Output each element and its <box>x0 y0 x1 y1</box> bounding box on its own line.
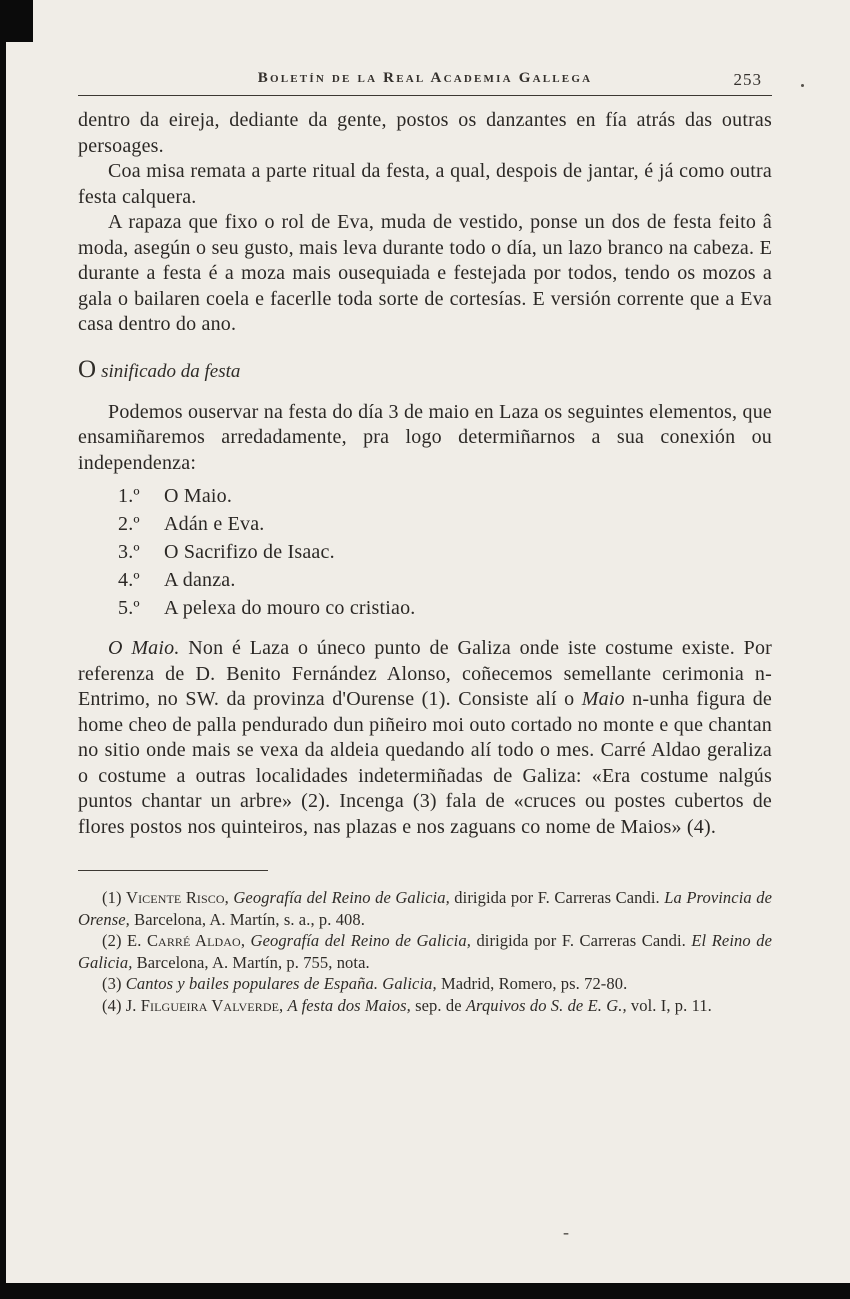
list-item-text: O Maio. <box>164 485 233 507</box>
paragraph: Podemos ouservar na festa do día 3 de maio en Laza os seguintes elementos, que ensamiñaremos arredadamente, pra logo determiñarnos a sua conexión ou independenza: <box>78 400 772 474</box>
scan-edge-bottom <box>0 1283 850 1299</box>
text-segment: Filgueira Valverde <box>140 995 280 1015</box>
text-segment: (3) <box>102 974 126 993</box>
list-item-number: 4.º <box>118 569 140 591</box>
list-item <box>118 594 772 622</box>
text-segment: (1) <box>102 888 127 907</box>
footnote-3 <box>78 973 772 995</box>
text-segment: n-unha figura de home cheo de palla pendurado dun piñeiro moi outo cortado no monte e que chantan no sitio onde mais se vexa da aldeia quedando alí todo o mes. Carré Aldao geraliza o costume a outras localidades indetermiñadas de Galiza: «Era costume nalgús puntos chantar un arbre» (2). Incenga (3) fala de «cruces ou postes cubertos de flores postos nos quinteiros, nas plazas e nos zaguans co nome de Maios» (4). <box>78 688 772 838</box>
text-segment: Maio <box>581 688 625 710</box>
footnote-1 <box>78 887 772 930</box>
scan-edge-left <box>0 0 6 1299</box>
paragraph-continuation: dentro da eireja, dediante da gente, postos os danzantes en fía atrás das outras persoages. <box>78 109 772 157</box>
paragraph: A rapaza que fixo o rol de Eva, muda de vestido, ponse un dos de festa feito â moda, asegún o seu gusto, mais leva durante todo o día, un lazo branco na cabeza. E durante a festa é a moza mais ousequiada e festejada por todos, tendo os mozos a gala o bailaren coela e facerlle toda sorte de cortesías. E versión corrente que a Eva casa dentro do ano. <box>78 211 772 335</box>
text-segment: dirigida por F. Carreras Candi. <box>470 931 692 950</box>
text-segment: Barcelona, A. Martín, s. a., p. 408. <box>129 909 365 929</box>
text-segment: vol. I, p. 11. <box>626 995 712 1015</box>
scan-corner-top-left <box>0 0 33 42</box>
elements-list <box>78 482 772 622</box>
footnote-separator-rule <box>78 870 268 871</box>
scan-speckle <box>801 84 804 87</box>
text-segment: Madrid, Romero, ps. 72-80. <box>436 974 628 993</box>
scan-stray-mark: - <box>563 1222 569 1242</box>
text-segment: Arquivos do S. de E. G., <box>465 995 627 1015</box>
running-header <box>78 70 772 92</box>
text-segment: , <box>279 995 288 1015</box>
list-item-text: O Sacrifizo de Isaac. <box>164 541 335 563</box>
list-item-number: 5.º <box>118 597 140 619</box>
page-content <box>78 70 772 1016</box>
list-item <box>118 482 772 510</box>
list-item-number: 3.º <box>118 541 140 563</box>
text-segment: dirigida por F. Carreras Candi. <box>449 888 665 907</box>
section-heading-text: sinificado da festa <box>101 360 241 382</box>
journal-title: Boletín de la Real Academia Gallega <box>257 70 593 86</box>
paragraph-o-maio <box>78 636 772 840</box>
text-segment: Geografía del Reino de Galicia, <box>233 888 450 907</box>
section-heading <box>78 356 772 384</box>
text-segment: , <box>224 888 234 907</box>
list-item-number: 1.º <box>118 485 140 507</box>
text-segment: (4) J. <box>102 995 141 1015</box>
text-segment: La Provincia de Orense, <box>78 888 773 929</box>
text-segment: A festa dos Maios, <box>287 995 411 1015</box>
text-segment: O Maio. <box>108 637 180 659</box>
text-segment: (2) E. <box>102 931 147 950</box>
footnote-2 <box>78 930 772 973</box>
list-item-number: 2.º <box>118 513 140 535</box>
text-segment: Cantos y bailes populares de España. Galicia, <box>125 974 437 993</box>
text-segment: sep. de <box>410 995 466 1015</box>
list-item <box>118 538 772 566</box>
footnote-4 <box>78 995 772 1017</box>
list-item-text: Adán e Eva. <box>164 513 265 535</box>
text-segment: , <box>240 931 251 950</box>
paragraph: Coa misa remata a parte ritual da festa, a qual, despois de jantar, é já como outra festa calquera. <box>78 160 772 208</box>
text-segment: Barcelona, A. Martín, p. 755, nota. <box>132 952 370 972</box>
section-heading-initial: O <box>78 355 97 383</box>
header-rule <box>78 95 772 96</box>
list-item-text: A pelexa do mouro co cristiao. <box>164 597 416 619</box>
page-number: 253 <box>733 70 762 89</box>
text-segment: Carré Aldao <box>146 931 241 950</box>
list-item <box>118 566 772 594</box>
list-item-text: A danza. <box>164 569 236 591</box>
text-segment: Vicente Risco <box>126 888 225 907</box>
text-segment: Geografía del Reino de Galicia, <box>250 931 471 950</box>
list-item <box>118 510 772 538</box>
text-segment: Non é Laza o úneco punto de Galiza onde iste costume existe. Por referenza de D. Benito Fernández Alonso, coñecemos semellante cerimonia n-Entrimo, no SW. da provinza d'Ourense (1). Consiste alí o <box>78 637 773 710</box>
text-segment: El Reino de Galicia, <box>78 931 773 972</box>
